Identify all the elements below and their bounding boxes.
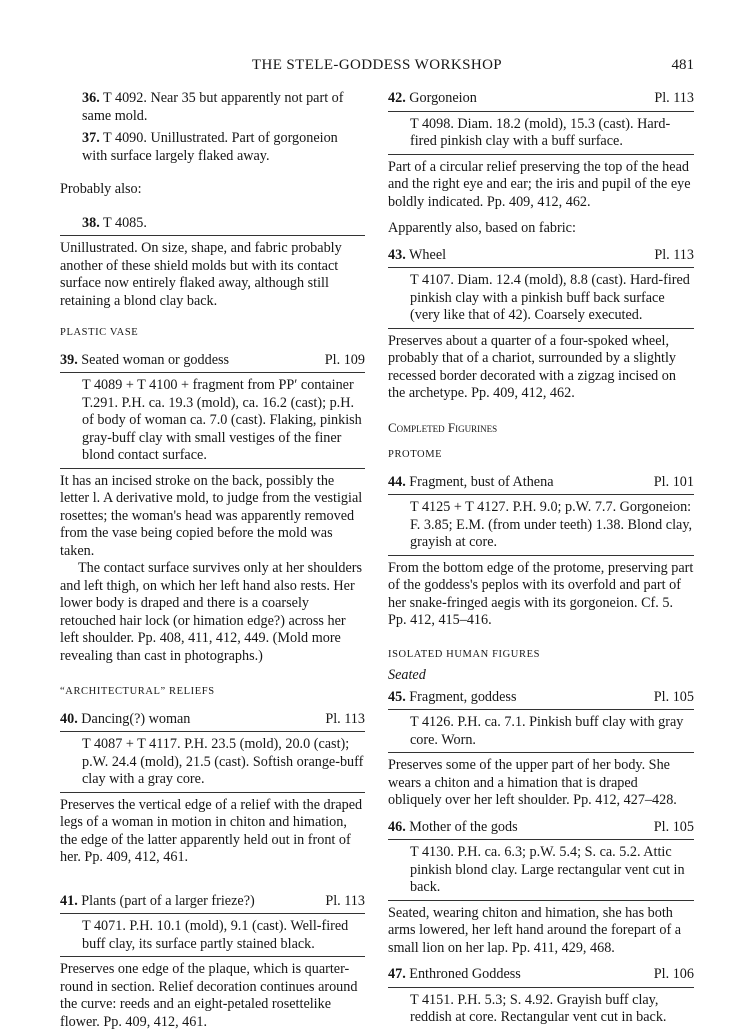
entry-detail: T 4151. P.H. 5.3; S. 4.92. Grayish buff clay, reddish at core. Rectangular vent cut in back. [388,992,694,1027]
plate-reference: Pl. 105 [654,819,694,837]
entry-text: T 4085. [103,215,147,231]
plate-reference: Pl. 105 [654,689,694,707]
entry-title: Enthroned Goddess [409,966,521,982]
entry-detail: T 4126. P.H. ca. 7.1. Pinkish buff clay with gray core. Worn. [388,714,694,749]
entry-41 [60,893,365,1031]
entry-text: T 4090. Unillustrated. Part of gorgoneion with surface largely flaked away. [82,130,338,164]
entry-rule [60,792,365,793]
apparently-also-note: Apparently also, based on fabric: [388,220,694,238]
plate-reference: Pl. 113 [654,247,694,265]
entry-36 [60,90,365,125]
subsection-heading-seated: Seated [388,667,694,685]
entry-title: Fragment, bust of Athena [409,474,553,490]
entry-detail: T 4087 + T 4117. P.H. 23.5 (mold), 20.0 (cast); p.W. 24.4 (mold), 21.5 (cast). Softish orange-buff clay with a gray core. [60,736,365,789]
left-column [60,90,365,1031]
running-title: THE STELE-GODDESS WORKSHOP [60,57,694,74]
entry-title: Gorgoneion [409,90,477,106]
entry-detail: T 4107. Diam. 12.4 (mold), 8.8 (cast). Hard-fired pinkish clay with a pinkish buff back surface (very like that of 42). Coarsely executed. [388,272,694,325]
running-header [60,57,694,79]
section-heading-plastic-vase: PLASTIC VASE [60,324,365,342]
entry-description: Unillustrated. On size, shape, and fabric probably another of these shield molds but with its contact surface now entirely flaked away, although still retaining a blond clay back. [60,240,365,310]
section-heading-protome: PROTOME [388,446,694,464]
entry-number: 43. [388,247,406,263]
entry-number: 41. [60,893,78,909]
entry-rule [388,494,694,495]
entry-40 [60,711,365,867]
entry-rule [388,111,694,112]
entry-39 [60,352,365,666]
entry-paragraph: Preserves one edge of the plaque, which is quarter-round in section. Relief decoration continues around the curve: reeds and an eight-petaled rosettelike flower. Pp. 409, 412, 461. [60,961,365,1031]
entry-detail: T 4098. Diam. 18.2 (mold), 15.3 (cast). Hard-fired pinkish clay with a buff surface. [388,116,694,151]
entry-paragraph: The contact surface survives only at her shoulders and left thigh, on which her left hand also rests. Her lower body is draped and there is a coarsely retouched hair lock (or himation edge?) across her left shoulder. Pp. 408, 411, 412, 449. (Mold more revealing than cast in photographs.) [60,560,365,665]
entry-paragraph: Seated, wearing chiton and himation, she has both arms lowered, her left hand around the forepart of a small lion on her lap. Pp. 411, 429, 468. [388,905,694,958]
plate-reference: Pl. 113 [325,893,365,911]
entry-detail: T 4089 + T 4100 + fragment from PP′ container T.291. P.H. ca. 19.3 (mold), ca. 16.2 (cast); p.H. of body of woman ca. 7.0 (cast). Flaking, pinkish gray-buff clay with small vestiges of the finer blond contact surface. [60,377,365,465]
entry-rule [388,839,694,840]
entry-44 [388,474,694,630]
section-heading-architectural: “ARCHITECTURAL” RELIEFS [60,683,365,701]
entry-number: 37. [82,130,100,146]
entry-rule [388,154,694,155]
entry-rule [60,372,365,373]
entry-45 [388,689,694,810]
entry-rule [388,900,694,901]
entry-42 [388,90,694,211]
entry-47 [388,966,694,1027]
plate-reference: Pl. 106 [654,966,694,984]
entry-paragraph: Preserves some of the upper part of her body. She wears a chiton and a himation that is draped obliquely over her left shoulder. Pp. 412, 427–428. [388,757,694,810]
entry-rule [388,752,694,753]
entry-38 [60,215,365,311]
entry-number: 38. [82,215,100,231]
entry-detail: T 4130. P.H. ca. 6.3; p.W. 5.4; S. ca. 5.2. Attic pinkish blond clay. Large rectangular vent cut in back. [388,844,694,897]
entry-title: Dancing(?) woman [81,711,190,727]
entry-rule [60,731,365,732]
entry-paragraph: From the bottom edge of the protome, preserving part of the goddess's peplos with its overfold and part of her snake-fringed aegis with its gorgoneion. Cf. 5. Pp. 412, 415–416. [388,560,694,630]
entry-rule [60,956,365,957]
entry-number: 36. [82,90,100,106]
entry-rule [388,328,694,329]
entry-number: 46. [388,819,406,835]
entry-title: Mother of the gods [409,819,517,835]
entry-37 [60,130,365,165]
entry-paragraph: Part of a circular relief preserving the top of the head and the right eye and ear; the iris and pupil of the eye boldly indicated. Pp. 409, 412, 462. [388,159,694,212]
plate-reference: Pl. 109 [325,352,365,370]
entry-number: 45. [388,689,406,705]
probably-also-note: Probably also: [60,181,365,199]
entry-title: Seated woman or goddess [81,352,229,368]
plate-reference: Pl. 101 [654,474,694,492]
entry-number: 44. [388,474,406,490]
entry-number: 42. [388,90,406,106]
section-heading-completed-figurines: Completed Figurines [388,419,694,437]
entry-46 [388,819,694,958]
entry-paragraph: Preserves about a quarter of a four-spoked wheel, probably that of a chariot, surrounded by a slightly recessed border decorated with a zigzag incised on the archetype. Pp. 409, 412, 462. [388,333,694,403]
section-heading-isolated-figures: ISOLATED HUMAN FIGURES [388,646,694,664]
entry-43 [388,247,694,403]
entry-rule [388,267,694,268]
page-number: 481 [672,57,695,74]
plate-reference: Pl. 113 [325,711,365,729]
entry-rule [388,709,694,710]
entry-text: T 4092. Near 35 but apparently not part of same mold. [82,90,344,124]
entry-rule [60,235,365,236]
entry-paragraph: It has an incised stroke on the back, possibly the letter l. A derivative mold, to judge from the vestigial rosettes; the woman's head was apparently removed from the vase being copied before the mold was taken. [60,473,365,561]
entry-number: 47. [388,966,406,982]
entry-rule [388,555,694,556]
entry-title: Wheel [409,247,446,263]
entry-title: Plants (part of a larger frieze?) [81,893,254,909]
entry-title: Fragment, goddess [409,689,516,705]
entry-rule [60,468,365,469]
entry-rule [60,913,365,914]
entry-number: 40. [60,711,78,727]
entry-number: 39. [60,352,78,368]
entry-detail: T 4125 + T 4127. P.H. 9.0; p.W. 7.7. Gorgoneion: F. 3.85; E.M. (from under teeth) 1.38. Blond clay, grayish at core. [388,499,694,552]
plate-reference: Pl. 113 [654,90,694,108]
entry-rule [388,987,694,988]
entry-detail: T 4071. P.H. 10.1 (mold), 9.1 (cast). Well-fired buff clay, its surface partly stained black. [60,918,365,953]
entry-paragraph: Preserves the vertical edge of a relief with the draped legs of a woman in motion in chiton and himation, the edge of the latter apparently held out in front of her. Pp. 409, 412, 461. [60,797,365,867]
right-column [388,90,694,1027]
